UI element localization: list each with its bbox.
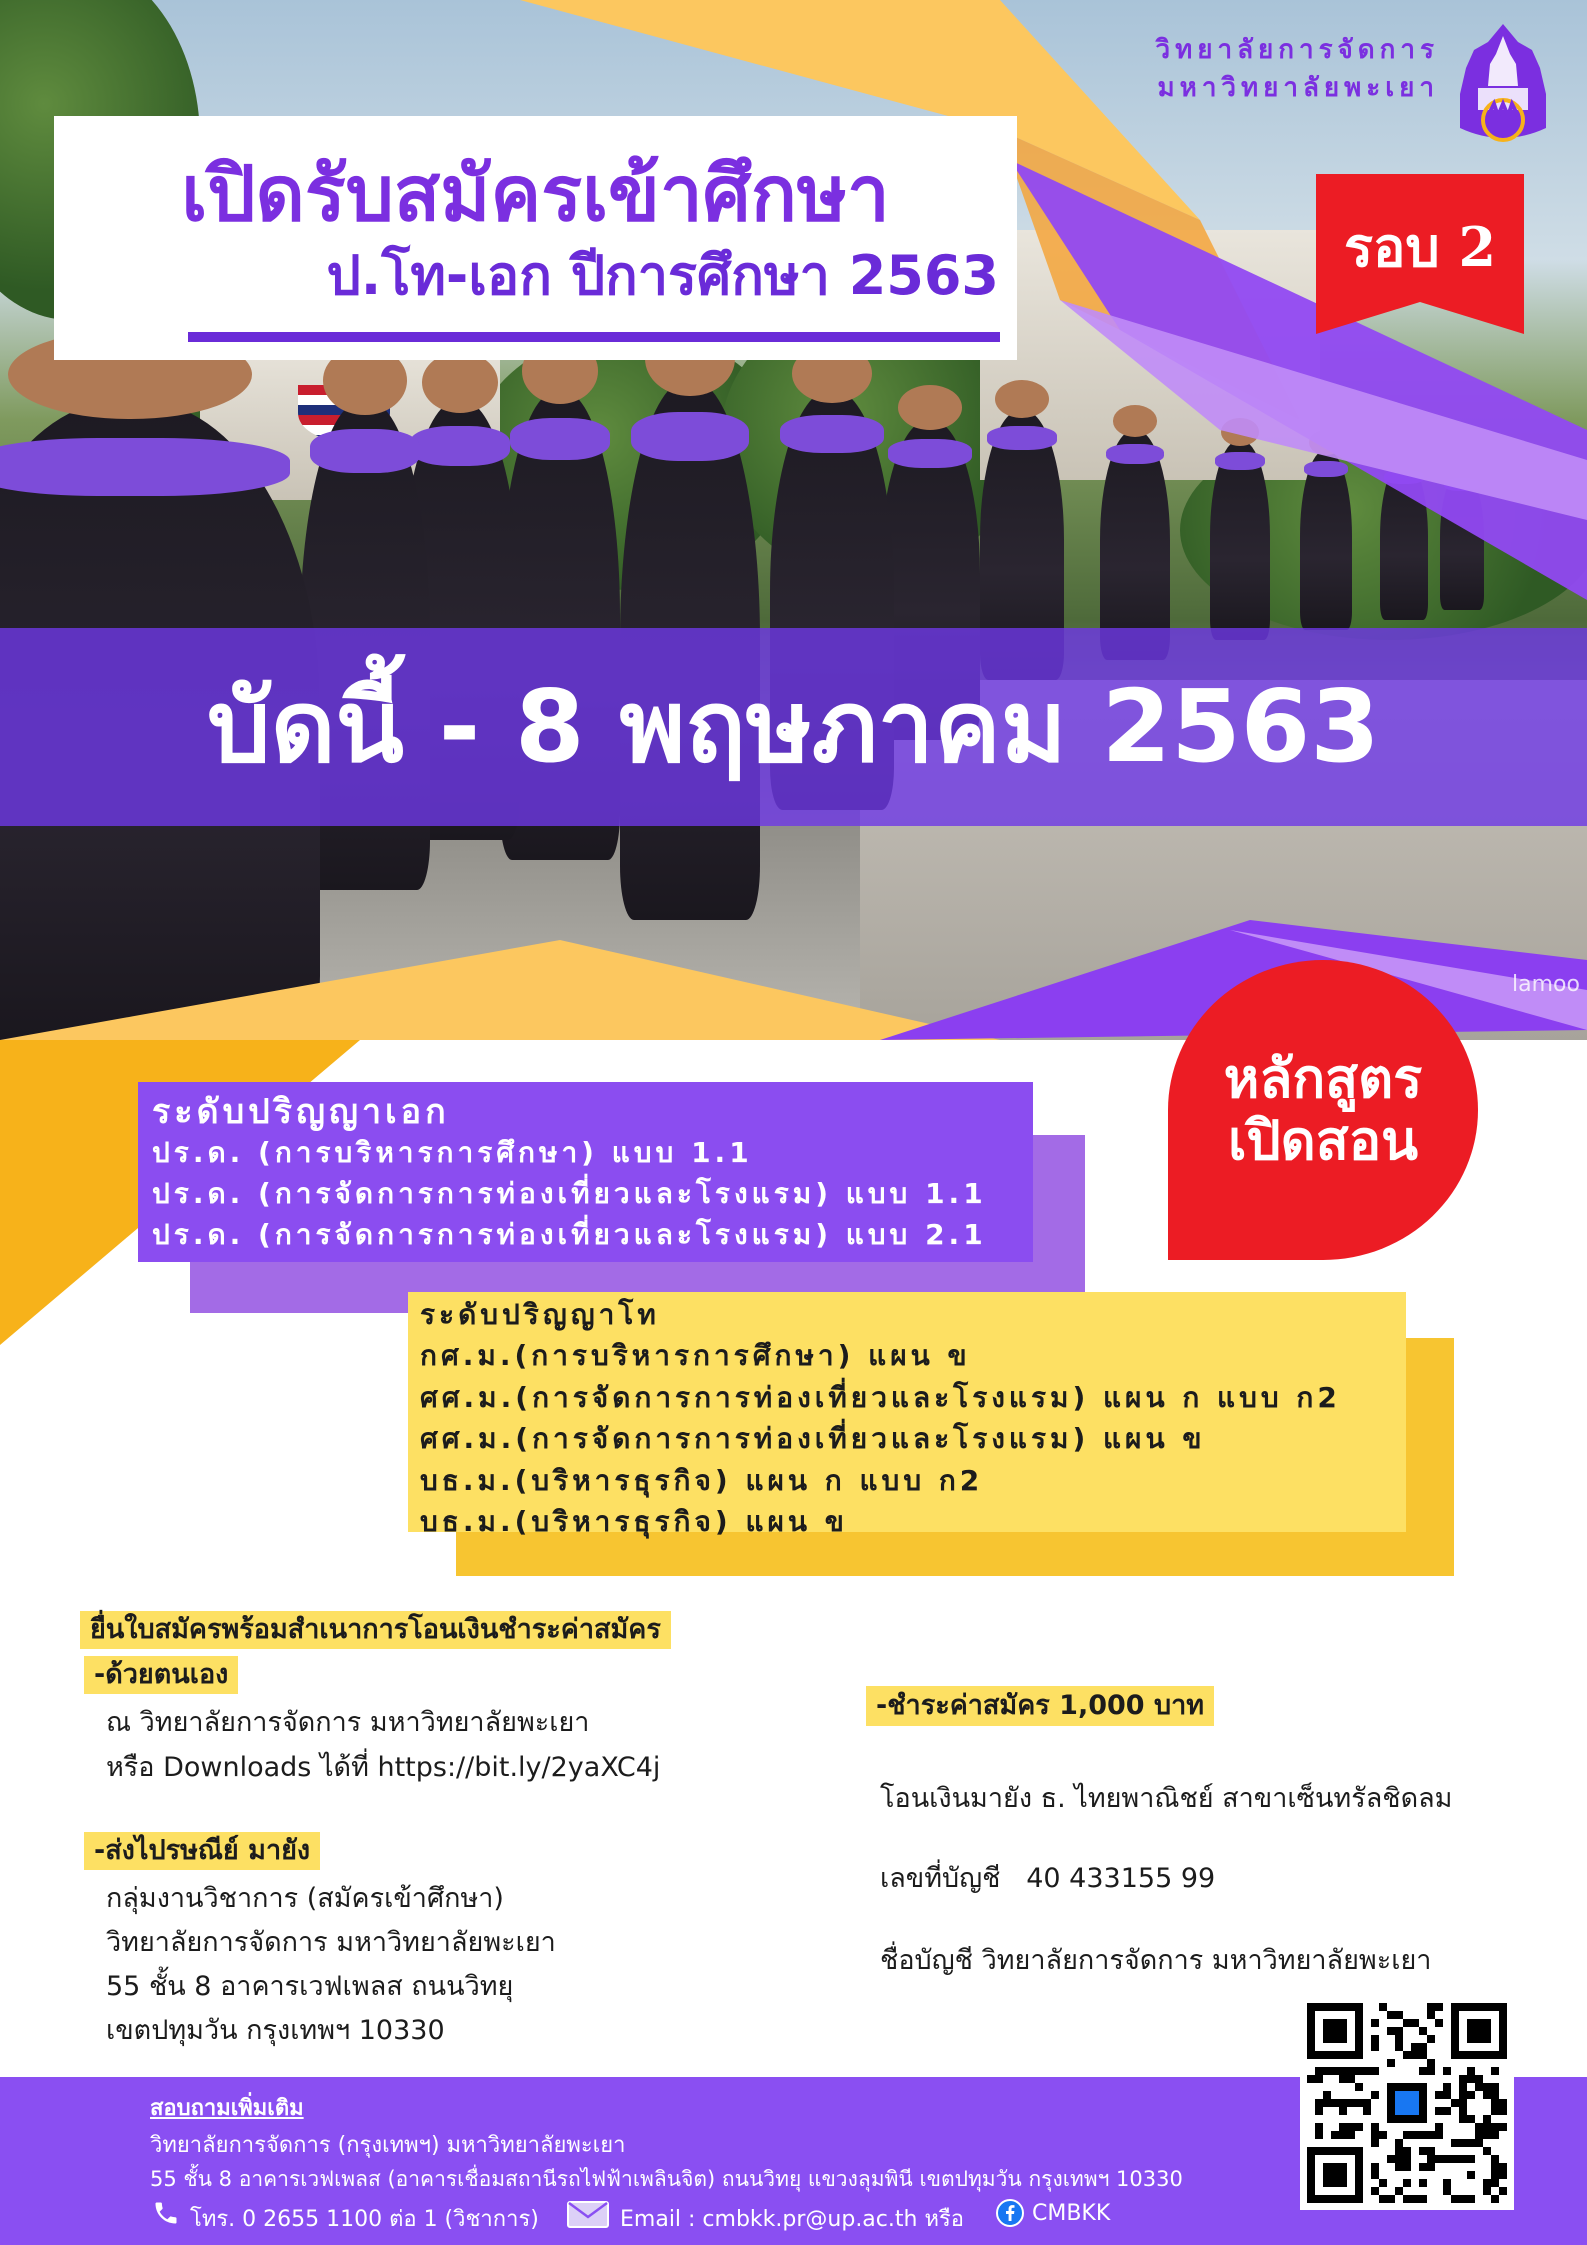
qr-code-pattern [1307, 2003, 1507, 2203]
title-panel [54, 116, 1017, 360]
bank-transfer: โอนเงินมายัง ธ. ไทยพาณิชย์ สาขาเซ็นทรัลชิดลม [880, 1783, 1453, 1814]
masters-program: ศศ.ม.(การจัดการการท่องเที่ยวและโรงแรม) แผน ก แบบ ก2 [420, 1380, 1341, 1414]
by-post-label: -ส่งไปรษณีย์ มายัง [84, 1832, 320, 1870]
masters-programs [408, 1292, 1406, 1539]
account-name: ชื่อบัญชี วิทยาลัยการจัดการ มหาวิทยาลัยพะเยา [880, 1945, 1432, 1976]
masters-heading: ระดับปริญญาโท [420, 1298, 660, 1331]
university-name [1156, 32, 1439, 107]
facebook-icon [996, 2199, 1024, 2227]
phone-number[interactable]: โทร. 0 2655 1100 ต่อ 1 (วิชาการ) [190, 2207, 539, 2232]
account-number: เลขที่บัญชี 40 433155 99 [880, 1863, 1216, 1894]
postal-address-line: 55 ชั้น 8 อาคารเวฟเพลส ถนนวิทยุ [106, 1971, 514, 2002]
mail-icon [566, 2199, 610, 2229]
application-heading: ยื่นใบสมัครพร้อมสำเนาการโอนเงินชำระค่าสมัคร [80, 1611, 671, 1649]
open-programs-line-1: หลักสูตร [1223, 1047, 1423, 1110]
postal-address-line: เขตปทุมวัน กรุงเทพฯ 10330 [106, 2015, 445, 2046]
inquiry-heading: สอบถามเพิ่มเติม [150, 2096, 304, 2121]
phone-icon [152, 2199, 180, 2227]
download-link[interactable]: หรือ Downloads ได้ที่ https://bit.ly/2yaXC4j [106, 1752, 661, 1783]
university-name-line-2: มหาวิทยาลัยพะเยา [1157, 72, 1439, 103]
organization-name: วิทยาลัยการจัดการ (กรุงเทพฯ) มหาวิทยาลัยพะเยา [150, 2133, 626, 2158]
fee-label: -ชำระค่าสมัคร 1,000 บาท [866, 1686, 1214, 1726]
masters-program: บธ.ม.(บริหารธุรกิจ) แผน ข [420, 1505, 848, 1539]
doctoral-program: ปร.ด. (การบริหารการศึกษา) แบบ 1.1 [152, 1135, 753, 1169]
open-programs-line-2: เปิดสอน [1227, 1109, 1419, 1173]
open-programs-label [1168, 1048, 1478, 1172]
doctoral-program: ปร.ด. (การจัดการการท่องเที่ยวและโรงแรม) แบบ 2.1 [152, 1217, 987, 1251]
masters-program: ศศ.ม.(การจัดการการท่องเที่ยวและโรงแรม) แผน ข [420, 1422, 1206, 1456]
email-address[interactable]: Email : cmbkk.pr@up.ac.th หรือ [620, 2207, 964, 2232]
round-label: รอบ 2 [1343, 215, 1497, 279]
doctoral-programs [138, 1082, 1033, 1262]
in-person-label: -ด้วยตนเอง [84, 1656, 238, 1694]
page-subtitle: ป.โท-เอก ปีการศึกษา 2563 [326, 244, 999, 307]
facebook-page[interactable]: CMBKK [1032, 2201, 1111, 2226]
application-period: บัดนี้ - 8 พฤษภาคม 2563 [207, 668, 1380, 785]
university-name-line-1: วิทยาลัยการจัดการ [1155, 35, 1439, 65]
in-person-line: ณ วิทยาลัยการจัดการ มหาวิทยาลัยพะเยา [106, 1707, 590, 1738]
page-title: เปิดรับสมัครเข้าศึกษา [181, 149, 890, 238]
postal-address-line: กลุ่มงานวิชาการ (สมัครเข้าศึกษา) [106, 1883, 504, 1914]
photo-watermark: lamoo [1512, 972, 1580, 997]
organization-address: 55 ชั้น 8 อาคารเวฟเพลส (อาคารเชื่อมสถานีรถไฟฟ้าเพลินจิต) ถนนวิทยุ แขวงลุมพินี เขตปทุมวัน กรุงเทพฯ 10330 [150, 2167, 1183, 2191]
masters-program: กศ.ม.(การบริหารการศึกษา) แผน ข [420, 1339, 971, 1373]
title-underline [188, 332, 1000, 342]
doctoral-heading: ระดับปริญญาเอก [152, 1092, 450, 1132]
masters-program: บธ.ม.(บริหารธุรกิจ) แผน ก แบบ ก2 [420, 1463, 984, 1497]
postal-address-line: วิทยาลัยการจัดการ มหาวิทยาลัยพะเยา [106, 1927, 556, 1958]
doctoral-program: ปร.ด. (การจัดการการท่องเที่ยวและโรงแรม) แบบ 1.1 [152, 1176, 987, 1210]
qr-code[interactable] [1300, 1996, 1514, 2210]
university-logo [1458, 24, 1548, 146]
